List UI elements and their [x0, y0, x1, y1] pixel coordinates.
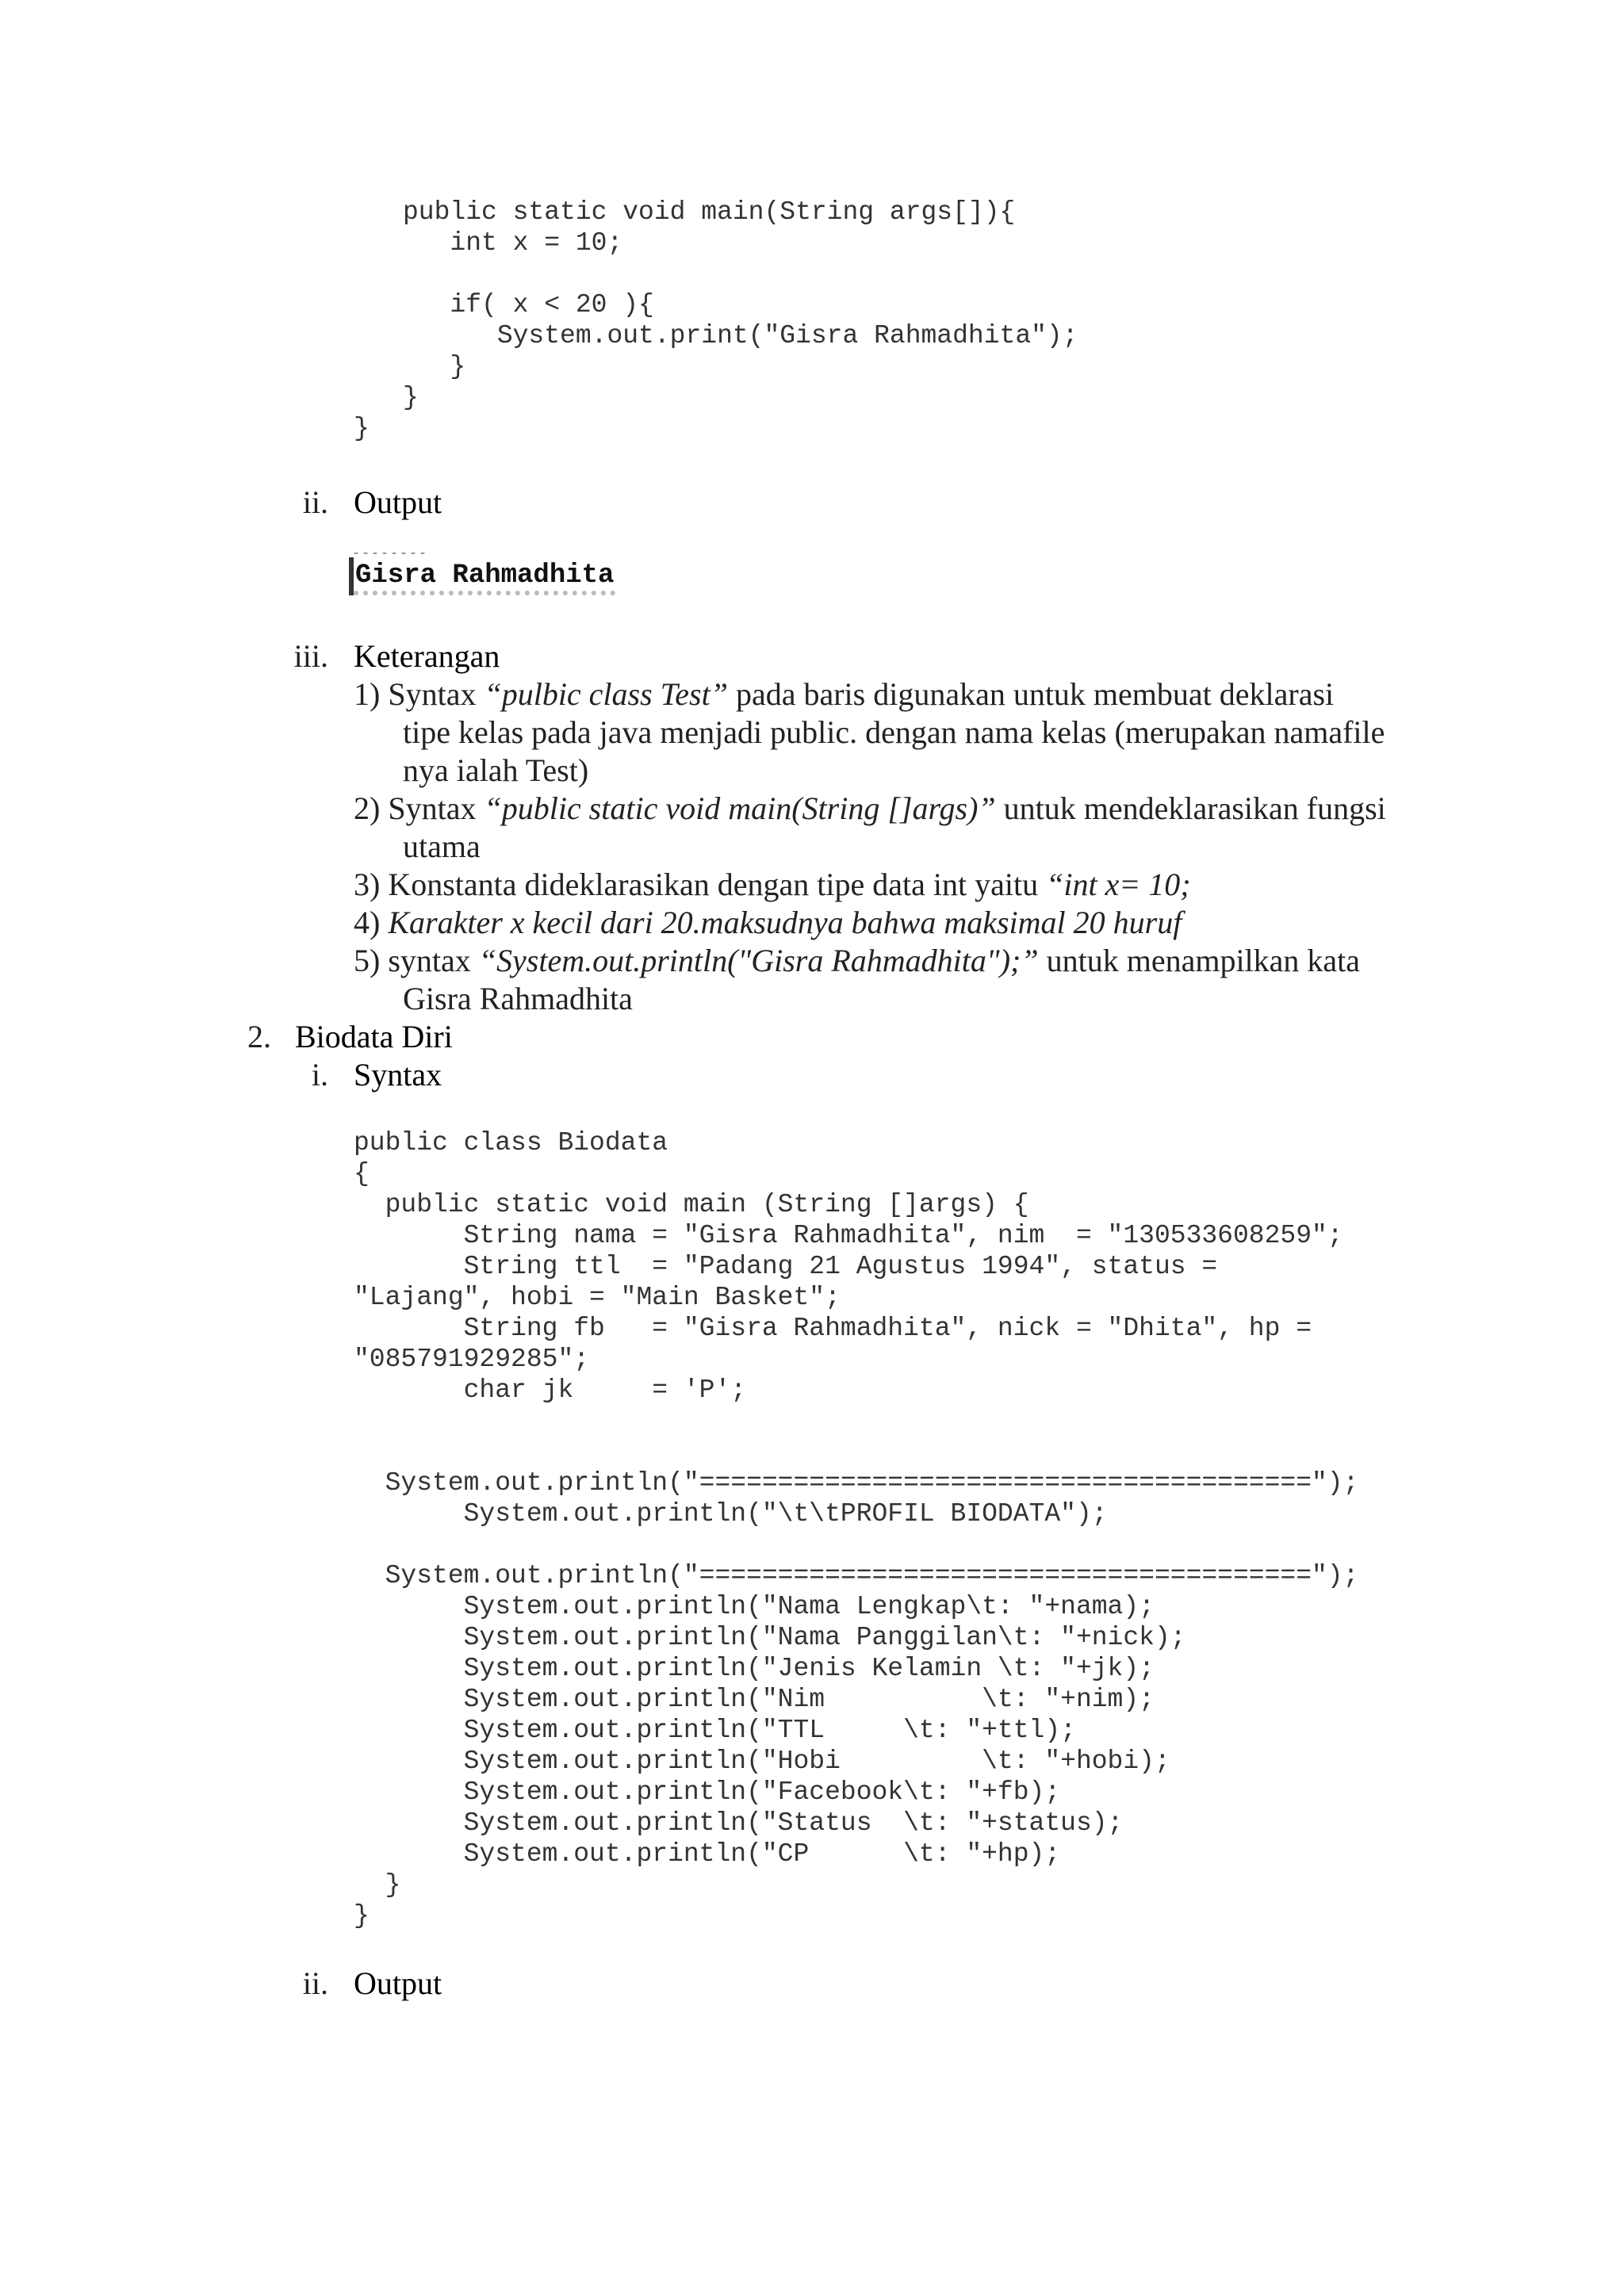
code-line: } [403, 383, 419, 412]
section-2-number: 2. [247, 1019, 271, 1054]
list-item-number: 4) [354, 905, 381, 940]
output-label: Output [354, 484, 442, 520]
list-item-text: untuk menampilkan kata [1038, 943, 1361, 978]
list-item-emphasis: Karakter x kecil dari 20.maksudnya bahwa maksimal 20 huruf [388, 905, 1182, 940]
code-line: public static void main(String args[]){ [403, 197, 1016, 227]
list-item-5-cont: Gisra Rahmadhita [403, 981, 633, 1016]
console-cursor [349, 557, 354, 595]
code-line: } [403, 352, 466, 381]
section-2-title: Biodata Diri [295, 1019, 453, 1054]
code-closing-brace: } [354, 414, 370, 443]
code-block-main-method [403, 197, 1078, 413]
code-block-biodata: public class Biodata { public static void main (String []args) { String nama = "Gisra Rahmadhita", nim = "130533608259"; String ttl = "Padang 21 Agustus 1994", status = "Lajang", hobi = "Main Basket"; String fb = "Gisra Rahmadhita", nick = "Dhita", hp = "085791929285"; char jk = 'P'; System.out.println("======================================="); System.out.println("\t\tPROFIL BIODATA"); System.out.println("======================================="); System.out.println("Nama Lengkap\t: "+nama); System.out.println("Nama Panggilan\t: "+nick); System.out.println("Jenis Kelamin \t: "+jk); System.out.println("Nim \t: "+nim); System.out.println("TTL \t: "+ttl); System.out.println("Hobi \t: "+hobi); System.out.println("Facebook\t: "+fb); System.out.println("Status \t: "+status); System.out.println("CP \t: "+hp); } } [354, 1128, 1359, 1931]
code-line: int x = 10; [403, 228, 623, 258]
output-2-label-number: ii. [302, 1965, 328, 2001]
list-item-5 [354, 942, 1360, 980]
syntax-label: Syntax [354, 1057, 442, 1093]
keterangan-label: Keterangan [354, 638, 500, 674]
list-item-text: syntax [388, 943, 479, 978]
list-item-4 [354, 904, 1182, 942]
list-item-1-cont: nya ialah Test) [403, 752, 589, 788]
console-output-text: Gisra Rahmadhita [355, 561, 615, 591]
list-item-emphasis: “pulbic class Test” [484, 676, 728, 712]
list-item-text: Syntax [388, 790, 485, 826]
syntax-label-number: i. [311, 1057, 328, 1093]
list-item-2-cont: utama [403, 828, 481, 864]
list-item-text: Konstanta dideklarasikan dengan tipe data int yaitu [388, 867, 1047, 902]
list-item-2 [354, 790, 1386, 828]
list-item-number: 1) [354, 676, 381, 712]
list-item-emphasis: “int x= 10; [1046, 867, 1191, 902]
list-item-number: 3) [354, 867, 381, 902]
list-item-text: untuk mendeklarasikan fungsi [995, 790, 1386, 826]
list-item-1-cont: tipe kelas pada java menjadi public. dengan nama kelas (merupakan namafile [403, 714, 1385, 750]
code-line: System.out.print("Gisra Rahmadhita"); [403, 321, 1078, 350]
list-item-1 [354, 675, 1334, 714]
list-item-text: pada baris digunakan untuk membuat deklarasi [727, 676, 1335, 712]
list-item-emphasis: “public static void main(String []args)” [484, 790, 996, 826]
list-item-3 [354, 866, 1191, 904]
code-line: if( x < 20 ){ [403, 290, 654, 320]
console-output-screenshot [349, 553, 626, 600]
keterangan-number: iii. [293, 638, 328, 674]
output-2-label: Output [354, 1965, 442, 2001]
list-item-text: Syntax [388, 676, 485, 712]
output-label-number: ii. [302, 484, 328, 520]
list-item-emphasis: “System.out.println("Gisra Rahmadhita");” [478, 943, 1039, 978]
list-item-number: 2) [354, 790, 381, 826]
list-item-number: 5) [354, 943, 381, 978]
console-cropped-line-bottom [354, 591, 615, 600]
